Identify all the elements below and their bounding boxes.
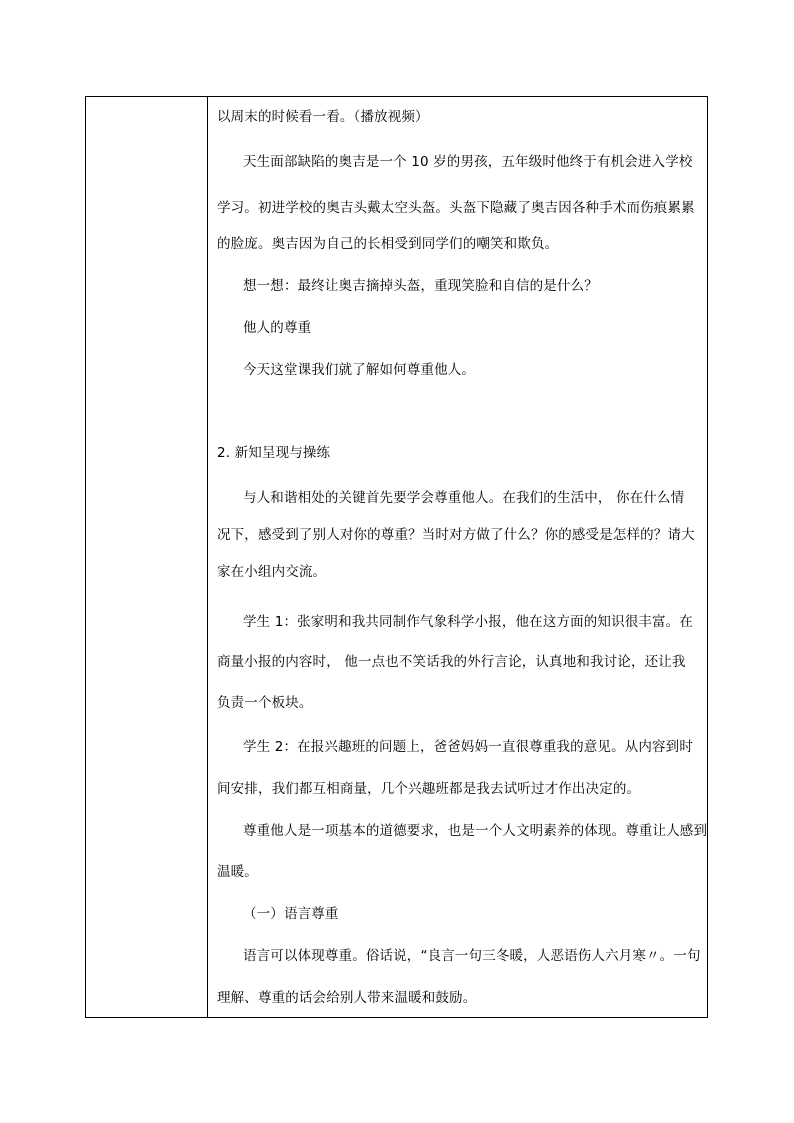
text-line: 与人和谐相处的关键首先要学会尊重他人。在我们的生活中， 你在什么情 bbox=[243, 490, 685, 506]
text-line: 间安排，我们都互相商量，几个兴趣班都是我去试听过才作出决定的。 bbox=[217, 781, 641, 797]
section-heading: 2. 新知呈现与操练 bbox=[217, 445, 331, 461]
lesson-table bbox=[85, 96, 708, 1018]
text-line: 尊重他人是一项基本的道德要求，也是一个人文明素养的体现。尊重让人感到 bbox=[243, 823, 708, 839]
text-line: 负责一个板块。 bbox=[217, 695, 313, 711]
text-line: 他人的尊重 bbox=[243, 320, 312, 336]
text-line: 今天这堂课我们就了解如何尊重他人。 bbox=[243, 362, 476, 378]
text-line: 理解、尊重的话会给别人带来温暖和鼓励。 bbox=[217, 990, 477, 1006]
text-line: 商量小报的内容时， 他一点也不笑话我的外行言论，认真地和我讨论，还让我 bbox=[217, 654, 686, 670]
text-line: 的脸庞。奥吉因为自己的长相受到同学们的嘲笑和欺负。 bbox=[217, 236, 559, 252]
text-line: 想一想：最终让奥吉摘掉头盔，重现笑脸和自信的是什么？ bbox=[243, 278, 598, 294]
text-line: 家在小组内交流。 bbox=[217, 564, 327, 580]
text-line: 语言可以体现尊重。俗话说，“良言一句三冬暖，人恶语伤人六月寒〃。一句 bbox=[243, 948, 701, 964]
table-left-cell bbox=[86, 97, 208, 1017]
text-line: 学习。初进学校的奥吉头戴太空头盔。头盔下隐藏了奥吉因各种手术而伤痕累累 bbox=[217, 200, 695, 216]
text-line: 以周末的时候看一看。（播放视频） bbox=[217, 109, 429, 125]
subsection-heading: （一）语言尊重 bbox=[243, 906, 339, 922]
table-content-cell bbox=[208, 97, 707, 1017]
text-line: 况下，感受到了别人对你的尊重？当时对方做了什么？你的感受是怎样的？请大 bbox=[217, 527, 695, 543]
text-line: 天生面部缺陷的奥吉是一个 10 岁的男孩，五年级时他终于有机会进入学校 bbox=[243, 154, 693, 170]
text-line: 温暖。 bbox=[217, 864, 258, 880]
text-line: 学生 1：张家明和我共同制作气象科学小报，他在这方面的知识很丰富。在 bbox=[243, 614, 693, 630]
text-line: 学生 2：在报兴趣班的问题上，爸爸妈妈一直很尊重我的意见。从内容到时 bbox=[243, 739, 693, 755]
